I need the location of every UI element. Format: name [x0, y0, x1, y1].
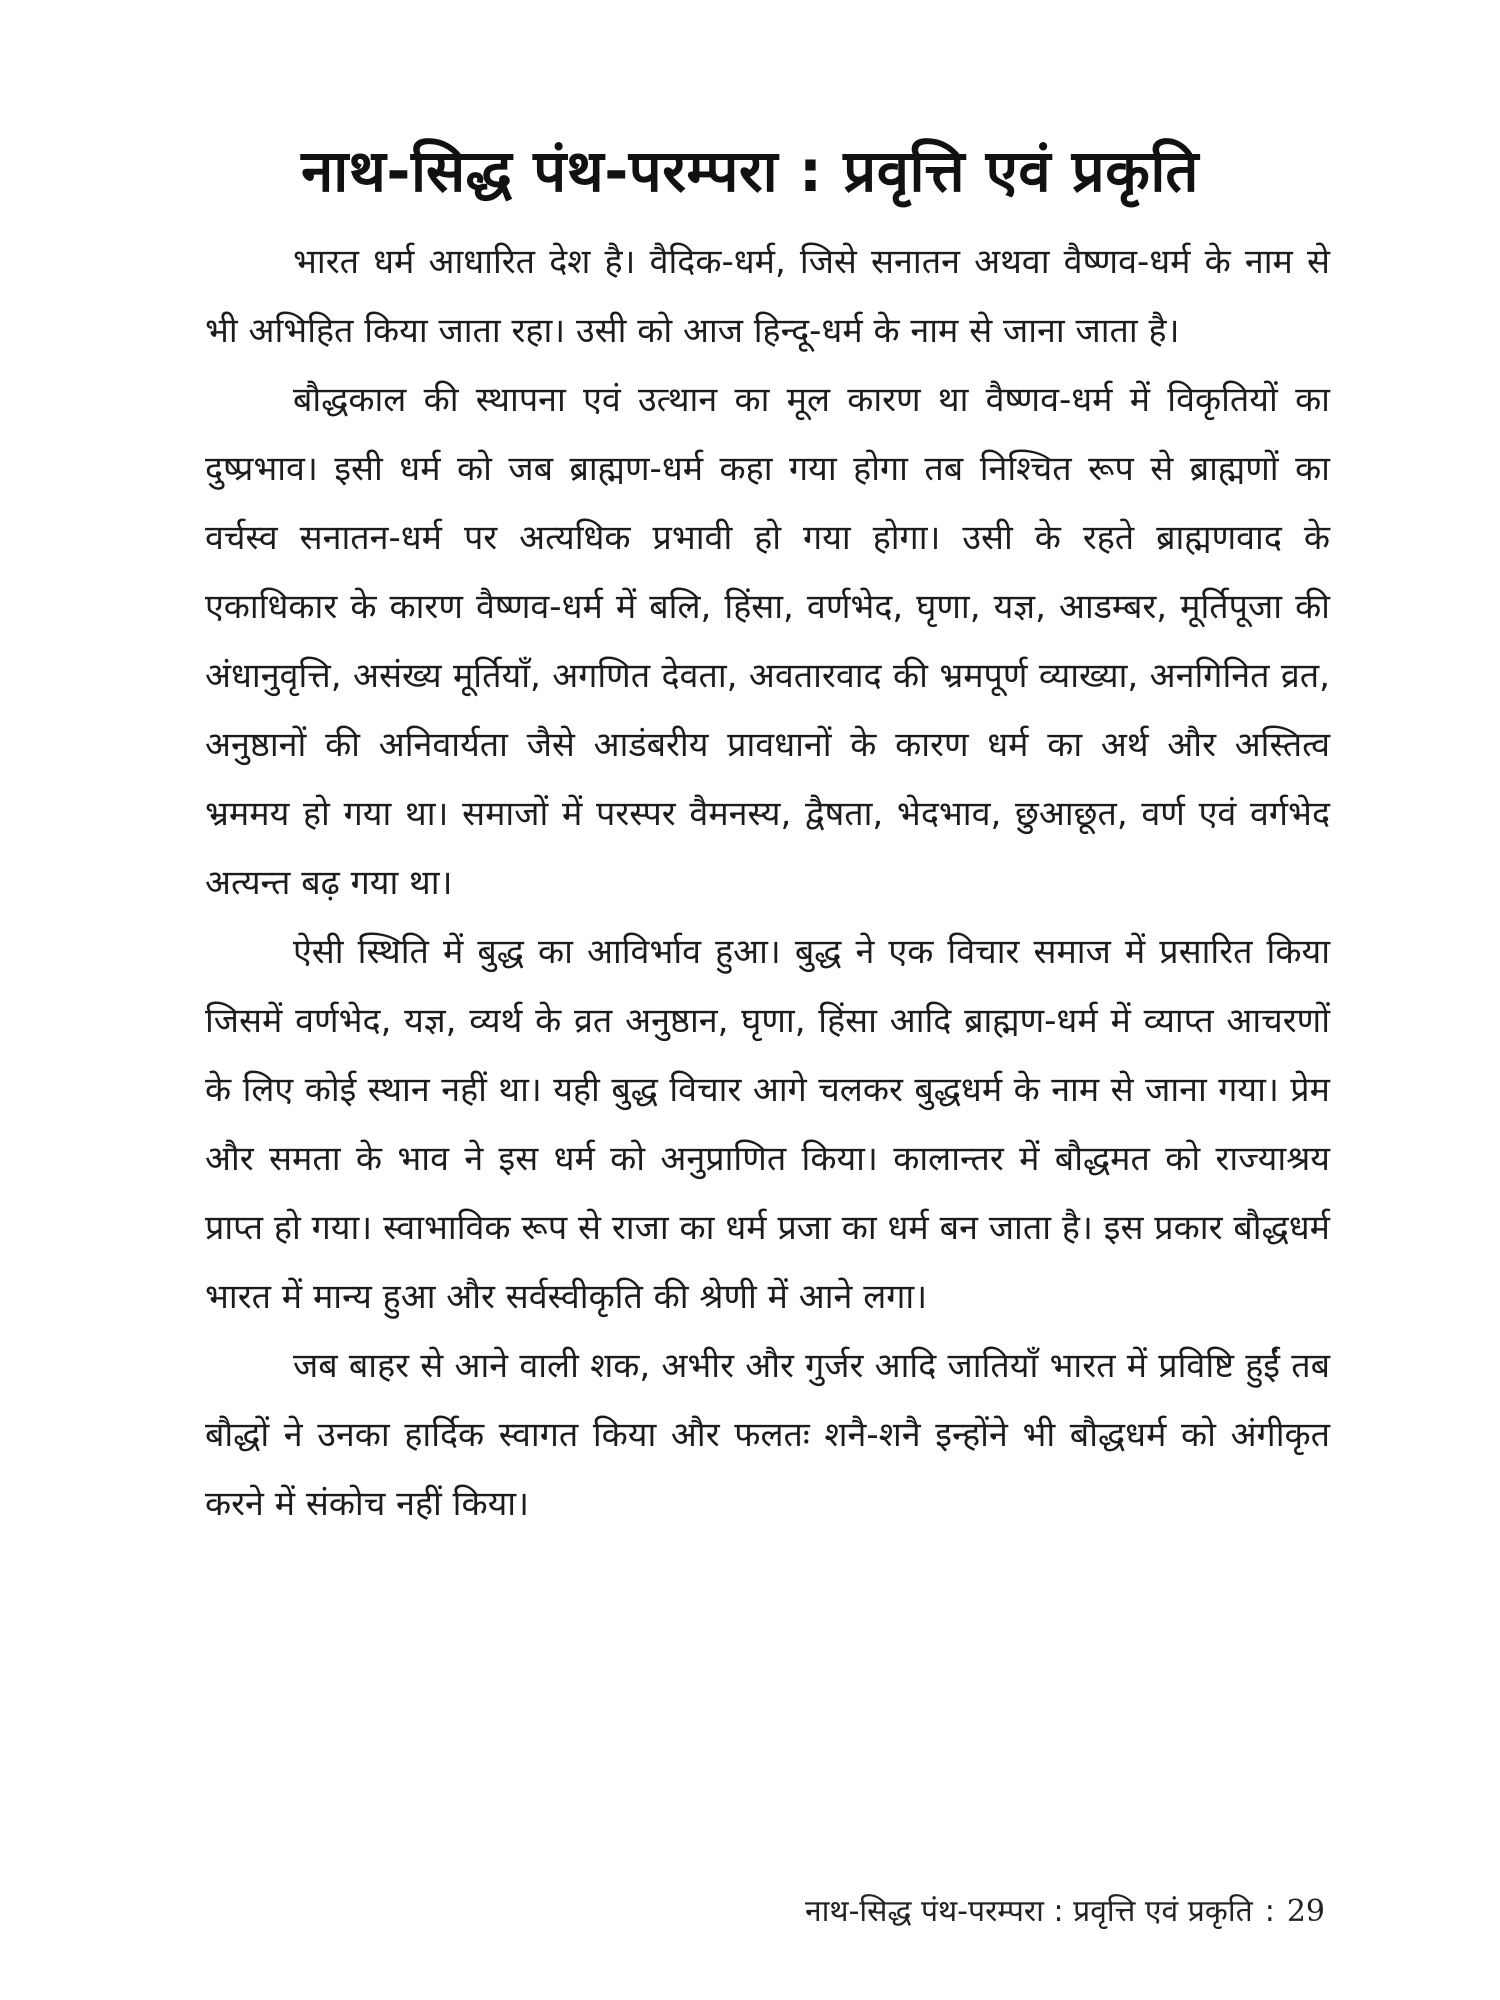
- page-number: 29: [1286, 1894, 1325, 1929]
- paragraph-2: बौद्धकाल की स्थापना एवं उत्थान का मूल कारण था वैष्णव-धर्म में विकृतियों का दुष्प्रभाव। इसी धर्म को जब ब्राह्मण-धर्म कहा गया होगा तब निश्चित रूप से ब्राह्मणों का वर्चस्व सनातन-धर्म पर अत्यधिक प्रभावी हो गया होगा। उसी के रहते ब्राह्मणवाद के एकाधिकार के कारण वैष्णव-धर्म में बलि, हिंसा, वर्णभेद, घृणा, यज्ञ, आडम्बर, मूर्तिपूजा की अंधानुवृत्ति, असंख्य मूर्तियाँ, अगणित देवता, अवतारवाद की भ्रमपूर्ण व्याख्या, अनगिनित व्रत, अनुष्ठानों की अनिवार्यता जैसे आडंबरीय प्रावधानों के कारण धर्म का अर्थ और अस्तित्व भ्रममय हो गया था। समाजों में परस्पर वैमनस्य, द्वैषता, भेदभाव, छुआछूत, वर्ण एवं वर्गभेद अत्यन्त बढ़ गया था।: [205, 380, 1330, 903]
- page-footer: [805, 1890, 1325, 1934]
- running-title: नाथ-सिद्ध पंथ-परम्परा : प्रवृत्ति एवं प्रकृति: [804, 1894, 1253, 1929]
- footer-separator: :: [1264, 1894, 1275, 1929]
- paragraph-1: भारत धर्म आधारित देश है। वैदिक-धर्म, जिसे सनातन अथवा वैष्णव-धर्म के नाम से भी अभिहित किया जाता रहा। उसी को आज हिन्दू-धर्म के नाम से जाना जाता है।: [205, 242, 1330, 351]
- paragraph-3: ऐसी स्थिति में बुद्ध का आविर्भाव हुआ। बुद्ध ने एक विचार समाज में प्रसारित किया जिसमें वर्णभेद, यज्ञ, व्यर्थ के व्रत अनुष्ठान, घृणा, हिंसा आदि ब्राह्मण-धर्म में व्याप्त आचरणों के लिए कोई स्थान नहीं था। यही बुद्ध विचार आगे चलकर बुद्धधर्म के नाम से जाना गया। प्रेम और समता के भाव ने इस धर्म को अनुप्राणित किया। कालान्तर में बौद्धमत को राज्याश्रय प्राप्त हो गया। स्वाभाविक रूप से राजा का धर्म प्रजा का धर्म बन जाता है। इस प्रकार बौद्धधर्म भारत में मान्य हुआ और सर्वस्वीकृति की श्रेणी में आने लगा।: [205, 932, 1330, 1317]
- body-text: [205, 228, 1330, 1539]
- chapter-title: नाथ-सिद्ध पंथ-परम्परा : प्रवृत्ति एवं प्रकृति: [301, 136, 1199, 205]
- paragraph-4: जब बाहर से आने वाली शक, अभीर और गुर्जर आदि जातियाँ भारत में प्रविष्टि हुईं तब बौद्धों ने उनका हार्दिक स्वागत किया और फलतः शनै-शनै इन्होंने भी बौद्धधर्म को अंगीकृत करने में संकोच नहीं किया।: [205, 1346, 1330, 1524]
